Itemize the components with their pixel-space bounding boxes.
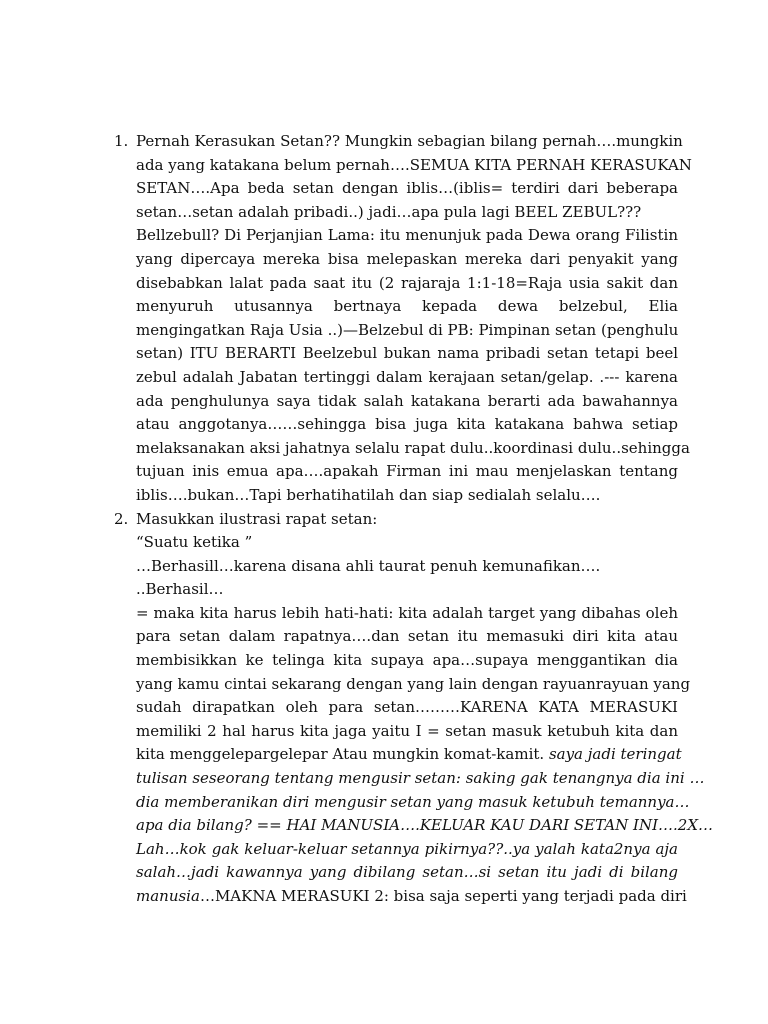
italic-text: Lah…kok gak keluar-keluar setannya pikirnya??..ya yalah kata2nya aja [136,839,678,858]
text-line [136,460,678,484]
text-run: para setan dalam rapatnya….dan setan itu memasuki diri kita atau [136,627,678,646]
text-line [136,767,705,791]
list-item-number: 2. [114,509,129,528]
text-run: tujuan inis emua apa….apakah Firman ini mau menjelaskan tentang [136,462,678,481]
text-line [136,673,691,697]
text-line [136,319,678,343]
text-run: yang dipercaya mereka bisa melepaskan mereka dari penyakit yang [136,249,678,268]
text-line [136,625,678,649]
text-run: = maka kita harus lebih hati-hati: kita adalah target yang dibahas oleh [136,603,678,622]
text-run: mengingatkan Raja Usia ..)—Belzebul di PB: Pimpinan setan (penghulu [136,320,679,339]
text-run: menyuruh utusannya bertnaya kepada dewa belzebul, Elia [136,297,678,316]
text-run: sudah dirapatkan oleh para setan………KARENA KATA MERASUKI [136,698,678,717]
text-line [136,578,678,602]
text-run: setan…setan adalah pribadi..) jadi…apa pula lagi BEEL ZEBUL??? [136,202,642,221]
text-run: “Suatu ketika ” [136,533,253,552]
text-line [136,720,678,744]
text-line [136,390,678,414]
text-run: zebul adalah Jabatan tertinggi dalam kerajaan setan/gelap. .--- karena [136,367,678,386]
text-line [136,814,714,838]
text-run: setan) ITU BERARTI Beelzebul bukan nama pribadi setan tetapi beel [136,344,678,363]
text-run: ..Berhasil… [136,580,224,599]
italic-text: dia memberanikan diri mengusir setan yang masuk ketubuh temannya… [136,792,690,811]
text-run: disebabkan lalat pada saat itu (2 rajaraja 1:1-18=Raja usia sakit dan [136,273,678,292]
text-line [136,437,690,461]
text-run: membisikkan ke telinga kita supaya apa…supaya menggantikan dia [136,651,678,670]
text-line [136,413,678,437]
text-run: ada yang katakana belum pernah….SEMUA KITA PERNAH KERASUKAN [136,155,692,174]
text-run: Masukkan ilustrasi rapat setan: [136,509,378,528]
italic-text: saya jadi teringat [548,745,682,764]
text-run: ada penghulunya saya tidak salah katakana berarti ada bawahannya [136,391,678,410]
text-line [136,248,678,272]
text-line [136,602,678,626]
text-line [136,154,692,178]
text-line [136,484,678,508]
text-line [136,508,678,532]
italic-text: tulisan seseorang tentang mengusir setan: saking gak tenangnya dia ini … [136,769,705,788]
text-line [136,791,690,815]
text-line [136,649,678,673]
italic-text: apa dia bilang? == HAI MANUSIA….KELUAR KAU DARI SETAN INI….2X… [136,816,714,835]
text-run: SETAN….Apa beda setan dengan iblis…(iblis= terdiri dari beberapa [136,179,678,198]
text-line [136,342,678,366]
text-line [136,885,687,909]
text-run: …Berhasill…karena disana ahli taurat penuh kemunafikan…. [136,556,601,575]
text-line [136,531,678,555]
text-line [136,201,678,225]
text-run: Bellzebull? Di Perjanjian Lama: itu menunjuk pada Dewa orang Filistin [136,226,678,245]
text-run: yang kamu cintai sekarang dengan yang lain dengan rayuanrayuan yang [136,674,691,693]
text-line [136,555,678,579]
text-line [136,743,682,767]
text-run: memiliki 2 hal harus kita jaga yaitu I = setan masuk ketubuh kita dan [136,721,678,740]
list-item-number: 1. [114,132,129,150]
document-body [104,130,714,909]
text-run: atau anggotanya……sehingga bisa juga kita katakana bahwa setiap [136,415,678,434]
text-line [136,366,678,390]
text-line [136,696,678,720]
list-item [104,508,714,909]
text-line [136,295,678,319]
italic-text: manusia [136,887,200,905]
text-line [136,224,678,248]
italic-text: salah…jadi kawannya yang dibilang setan…si setan itu jadi di bilang [136,863,678,882]
text-run: melaksanakan aksi jahatnya selalu rapat dulu..koordinasi dulu..sehingga [136,438,690,457]
text-line [136,177,678,201]
text-run: kita menggelepargelepar Atau mungkin komat-kamit. [136,745,549,764]
list-item [104,130,692,508]
text-line [136,272,678,296]
text-line [136,838,678,862]
text-line [136,130,683,154]
text-line [136,861,678,885]
text-run: iblis….bukan…Tapi berhatihatilah dan siap sedialah selalu…. [136,485,601,504]
text-run: Pernah Kerasukan Setan?? Mungkin sebagian bilang pernah….mungkin [136,132,683,150]
text-run: …MAKNA MERASUKI 2: bisa saja seperti yang terjadi pada diri [199,887,687,905]
